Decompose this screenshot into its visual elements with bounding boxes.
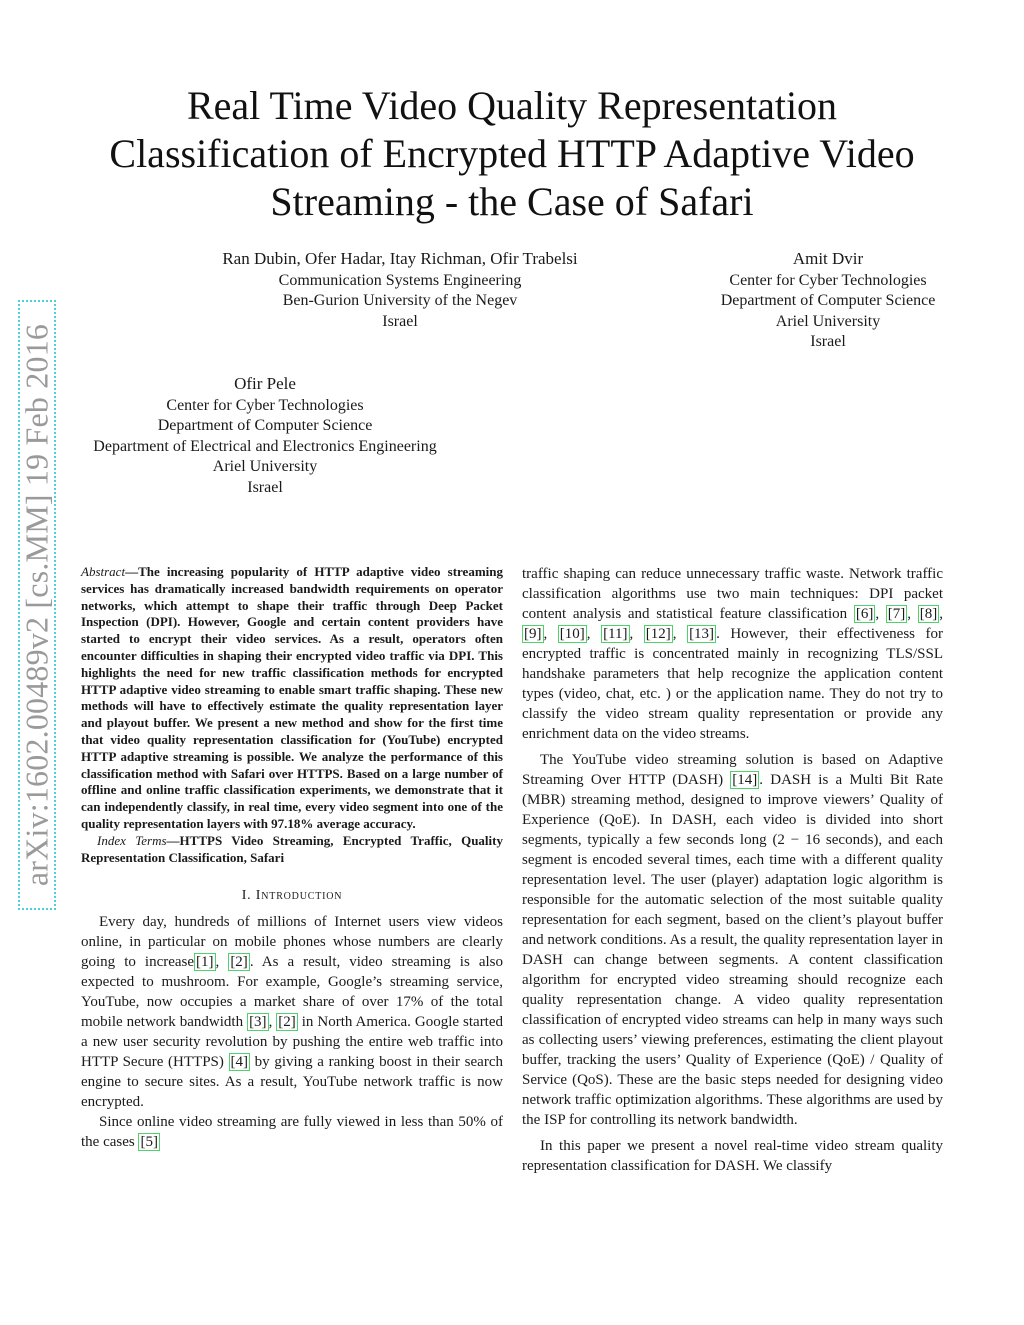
text-run: Every day, hundreds of millions of Internet users view videos online, in particular on mobile phones whose numbers are clearly going to increase	[81, 914, 503, 971]
citation-link[interactable]: [13]	[689, 626, 715, 642]
text-run: . DASH is a Multi Bit Rate (MBR) streaming method, designed to improve viewers’ Quality of Experience (QoE). In DASH, each video is divided into short segments, typically a few seconds long (2 − 16 seconds), and each segment is encoded several times, each time with a different quality representation level. The user (player) adaptation logic algorithm is responsible for the automatic selection of the most suitable quality representation for each segment, based on the client’s playout buffer and network conditions. As a result, the quality representation layer in DASH can change between segments. A content classification algorithm for encrypted video streaming should recognize each quality representation change. A video quality representation classification of encrypted video streams can help in many ways such as collecting users’ viewing preferences, estimating the client playout buffer, tracking the users’ Quality of Experience (QoE) / Quality of Service (QoS). These are the basic steps needed for designing video network traffic optimization algorithms. These algorithms are used by the ISP for controlling its network bandwidth.	[522, 772, 943, 1128]
text-run: by giving a ranking boost in their search engine to secure sites. As a result, YouTube network traffic is now encrypted.	[81, 1054, 503, 1111]
citation-link[interactable]: [2]	[278, 1014, 296, 1031]
citation-link[interactable]: [1]	[196, 954, 214, 971]
affiliation-line: Ben-Gurion University of the Negev	[282, 292, 518, 310]
citation-link[interactable]: [10]	[559, 626, 585, 642]
affiliation-line: Communication Systems Engineering	[278, 271, 522, 289]
citation-link[interactable]: [6]	[855, 606, 874, 622]
abstract	[81, 564, 503, 833]
index-terms-text: —HTTPS Video Streaming, Encrypted Traffic, Quality Representation Classification, Safari	[81, 832, 503, 865]
citation-link[interactable]: [7]	[887, 606, 906, 622]
intro-paragraph-1	[81, 912, 503, 1112]
affiliation-line: Israel	[382, 312, 418, 330]
text-run: . However, their effectiveness for encrypted traffic is concentrated mainly in recognizing TLS/SSL handshake parameters that help recognize the application content types (video, chat, etc. ) or the application name. They do not try to classify the video stream quality representation or provide any enrichment data on the video streams.	[522, 626, 944, 742]
text-run: traffic shaping can reduce unnecessary traffic waste. Network traffic classification algorithms use two main techniques: DPI packet content analysis and statistical feature classification	[522, 566, 943, 622]
title-line: Streaming - the Case of Safari	[270, 179, 754, 224]
citation-link[interactable]: [12]	[645, 626, 671, 642]
section-heading-introduction	[81, 886, 503, 906]
citation-link[interactable]: [11]	[603, 626, 628, 642]
arxiv-id-text: arXiv:1602.00489v2 [cs.MM] 19 Feb 2016	[18, 323, 55, 887]
text-run: Since online video streaming are fully viewed in less than 50% of the cases	[81, 1114, 503, 1151]
section-title: Introduction	[255, 888, 343, 904]
affiliation-line: Ariel University	[775, 312, 881, 330]
affiliation-line: Department of Computer Science	[720, 292, 936, 310]
author-block-dvir	[700, 249, 956, 353]
citation-link[interactable]: [4]	[230, 1054, 249, 1071]
author-block-pele	[70, 374, 460, 499]
citation-link[interactable]: [8]	[919, 606, 938, 622]
affiliation-line: Department of Electrical and Electronics Engineering	[93, 437, 437, 455]
text-run: ,	[215, 954, 229, 971]
text-run: The YouTube video streaming solution is based on Adaptive Streaming Over HTTP (DASH)	[522, 752, 943, 788]
affiliation-line: Israel	[810, 333, 846, 351]
intro-paragraph-4: In this paper we present a novel real-time video stream quality representation classification for DASH. We classify	[522, 1138, 943, 1174]
citation-link[interactable]: [5]	[140, 1134, 158, 1151]
author-names: Ran Dubin, Ofer Hadar, Itay Richman, Ofir Trabelsi	[222, 249, 578, 268]
citation-link[interactable]: [3]	[249, 1014, 267, 1031]
intro-paragraph-3	[522, 750, 943, 1130]
left-column	[81, 564, 503, 1152]
intro-paragraph-2-start	[81, 1112, 503, 1152]
section-numeral: I.	[241, 888, 252, 904]
affiliation-line: Center for Cyber Technologies	[166, 396, 364, 414]
index-terms	[81, 833, 503, 867]
author-names: Amit Dvir	[792, 249, 864, 268]
paper-title	[80, 82, 944, 226]
text-run: in North America. Google started a new user security revolution by pushing the entire web traffic into HTTP Secure (HTTPS)	[81, 1014, 504, 1071]
affiliation-line: Israel	[247, 478, 283, 496]
right-column	[522, 564, 943, 1176]
affiliation-line: Ariel University	[212, 458, 318, 476]
arxiv-identifier-stamp[interactable]	[18, 300, 56, 910]
title-line: Real Time Video Quality Representation	[186, 83, 838, 128]
citation-link[interactable]: [14]	[732, 772, 758, 788]
abstract-text: —The increasing popularity of HTTP adaptive video streaming services has dramatically increased bandwidth requirements on operator networks, which attempt to shape their traffic through Deep Packet Inspection (DPI). However, Google and certain content providers have started to encrypt their video services. As a result, operators often encounter difficulties in shaping their encrypted video traffic via DPI. This highlights the need for new traffic classification methods for encrypted HTTP adaptive video streaming to enable smart traffic shaping. These new methods will have to effectively estimate the quality representation layer and playout buffer. We present a new method and show for the first time that video quality representation classification for (YouTube) encrypted HTTP adaptive streaming is possible. We analyze the performance of this classification method with Safari over HTTPS. Based on a large number of offline and online traffic classification experiments, we demonstrate that it can independently classify, in real time, every video segment into one of the quality representation layers with 97.18% average accuracy.	[81, 564, 503, 831]
affiliation-line: Center for Cyber Technologies	[729, 271, 927, 289]
text-run: ,	[268, 1014, 277, 1031]
intro-paragraph-2-cont: traffic shaping can reduce unnecessary traffic waste. Network traffic classification algorithms use two main techniques: DPI packet content analysis and statistical feature classification [6] , [7] , [8] , [9] , [10] , [11] , [12] , [13] . However, their effectiveness for encrypted traffic is concentrated mainly in recognizing TLS/SSL handshake parameters that help recognize the application content types (video, chat, etc. ) or the application name. They do not try to classify the video stream quality representation or provide any enrichment data on the video streams.	[522, 566, 944, 742]
citation-link[interactable]: [2]	[230, 954, 248, 971]
citation-link[interactable]: [9]	[524, 626, 542, 642]
author-block-dubin	[190, 249, 610, 332]
title-line: Classification of Encrypted HTTP Adaptive Video	[109, 131, 915, 176]
author-names: Ofir Pele	[234, 374, 296, 393]
affiliation-line: Department of Computer Science	[157, 417, 373, 435]
index-terms-label: Index Terms	[97, 832, 167, 848]
abstract-label: Abstract	[81, 564, 126, 579]
text-run: . As a result, video streaming is also expected to mushroom. For example, Google’s streaming service, YouTube, now occupies a market share of over 17% of the total mobile network bandwidth	[81, 954, 503, 1031]
